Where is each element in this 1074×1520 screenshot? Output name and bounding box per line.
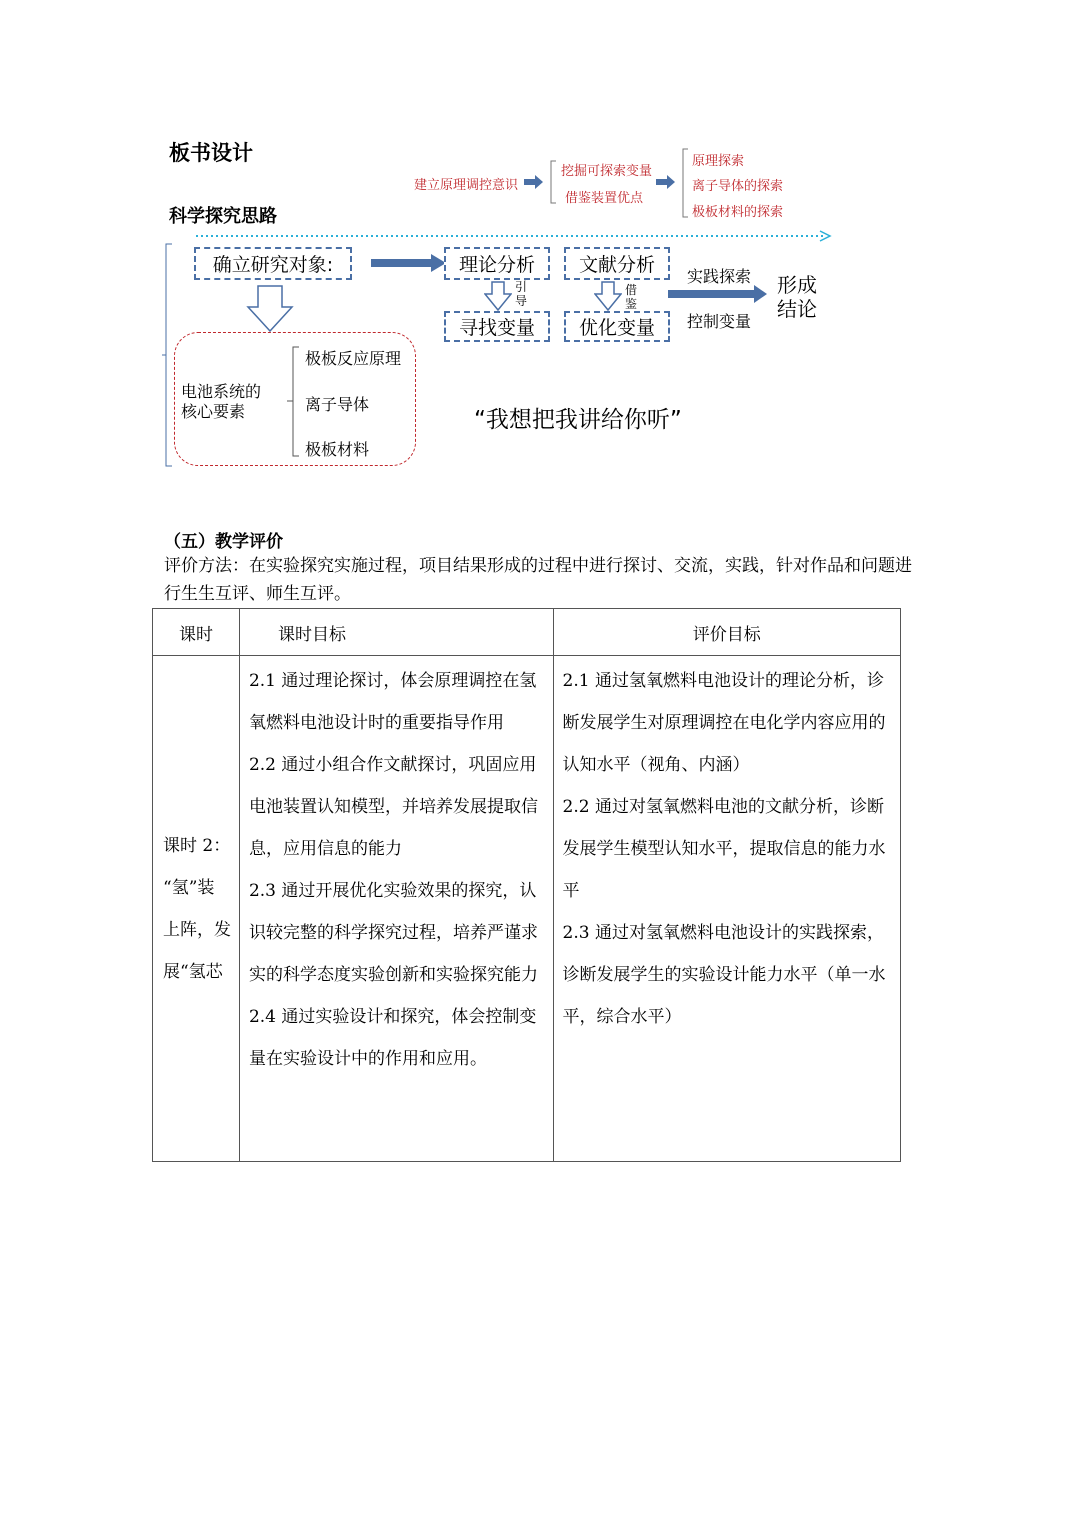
flow-end-2: 离子导体的探索 bbox=[692, 179, 784, 194]
hollow-down-arrow-icon bbox=[246, 285, 294, 333]
lesson-goal-item: 2.1 通过理论探讨，体会原理调控在氢氧燃料电池设计时的重要指导作用 bbox=[248, 671, 537, 733]
evaluation-table bbox=[152, 608, 901, 1162]
box-find-variable: 寻找变量 bbox=[444, 311, 550, 342]
core-item-2: 离子导体 bbox=[305, 395, 370, 414]
flow-start: 建立原理调控意识 bbox=[414, 178, 519, 193]
hollow-down-arrow-icon bbox=[594, 281, 622, 311]
evaluation-method: 评价方法：在实验探究实施过程，项目结果形成的过程中进行探讨、交流，实践，针对作品和问题进行生生互评、师生互评。 bbox=[164, 556, 912, 604]
header-lesson-goal: 课时目标 bbox=[239, 609, 553, 656]
lesson-goal-item: 2.2 通过小组合作文献探讨，巩固应用电池装置认知模型，并培养发展提取信息，应用信息的能力 bbox=[248, 755, 538, 859]
hollow-down-arrow-icon bbox=[484, 281, 512, 311]
eval-goal-item: 2.2 通过对氢氧燃料电池的文献分析，诊断发展学生模型认知水平，提取信息的能力水平 bbox=[562, 797, 886, 901]
dotted-arrow-line bbox=[196, 229, 836, 243]
box-literature-analysis: 文献分析 bbox=[564, 247, 670, 280]
core-brace-icon bbox=[285, 346, 301, 458]
lesson-line: 展“氢芯 bbox=[163, 961, 223, 982]
eval-goals-cell bbox=[553, 656, 901, 1162]
lesson-cell bbox=[153, 656, 240, 1162]
borrow-label: 借鉴 bbox=[625, 283, 638, 311]
eval-goal-item: 2.3 通过对氢氧燃料电池设计的实践探索，诊断发展学生的实验设计能力水平（单一水平，综合水平） bbox=[562, 923, 886, 1027]
board-title: 板书设计 bbox=[169, 141, 253, 165]
lesson-line: “氢”装 bbox=[163, 877, 215, 898]
core-item-1: 极板反应原理 bbox=[305, 349, 402, 368]
conclusion-label: 形成结论 bbox=[777, 273, 817, 321]
box-research-object: 确立研究对象: bbox=[194, 247, 352, 280]
lesson-goal-item: 2.4 通过实验设计和探究，体会控制变量在实验设计中的作用和应用。 bbox=[248, 1007, 537, 1069]
left-bracket-icon bbox=[160, 243, 174, 468]
eval-goal-item: 2.1 通过氢氧燃料电池设计的理论分析，诊断发展学生对原理调控在电化学内容应用的认知水平（视角、内涵） bbox=[562, 671, 886, 775]
core-label: 电池系统的核心要素 bbox=[181, 382, 262, 421]
lesson-line: 课时 2： bbox=[163, 835, 231, 856]
box-theory-analysis: 理论分析 bbox=[444, 247, 550, 280]
practice-label: 实践探索 bbox=[687, 267, 752, 286]
quote-text: “我想把我讲给你听” bbox=[474, 407, 682, 433]
control-label: 控制变量 bbox=[687, 312, 752, 331]
flow-middle-1: 挖掘可探索变量 bbox=[561, 164, 653, 179]
arrow-right-icon bbox=[668, 285, 768, 303]
core-item-3: 极板材料 bbox=[305, 440, 370, 459]
lesson-goals-cell bbox=[239, 656, 553, 1162]
lesson-goal-item: 2.3 通过开展优化实验效果的探究，认识较完整的科学探究过程，培养严谨求实的科学态度实验创新和实验探究能力 bbox=[248, 881, 538, 985]
flow-middle-2: 借鉴装置优点 bbox=[565, 191, 644, 206]
flow-arrow-icon bbox=[524, 174, 544, 190]
box-optimize-variable: 优化变量 bbox=[564, 311, 670, 342]
flow-brace-icon bbox=[548, 160, 558, 204]
flow-end-3: 极板材料的探索 bbox=[692, 205, 784, 220]
flow-end-1: 原理探索 bbox=[692, 154, 745, 169]
flow-arrow-icon bbox=[656, 174, 676, 190]
flow-brace-icon bbox=[680, 148, 690, 218]
board-subtitle: 科学探究思路 bbox=[169, 206, 277, 227]
lesson-line: 上阵，发 bbox=[163, 919, 231, 940]
evaluation-heading: （五）教学评价 bbox=[164, 532, 283, 552]
arrow-right-icon bbox=[371, 253, 447, 273]
guide-label: 引导 bbox=[515, 280, 528, 308]
header-eval-goal: 评价目标 bbox=[553, 609, 901, 656]
header-lesson: 课时 bbox=[153, 609, 240, 656]
